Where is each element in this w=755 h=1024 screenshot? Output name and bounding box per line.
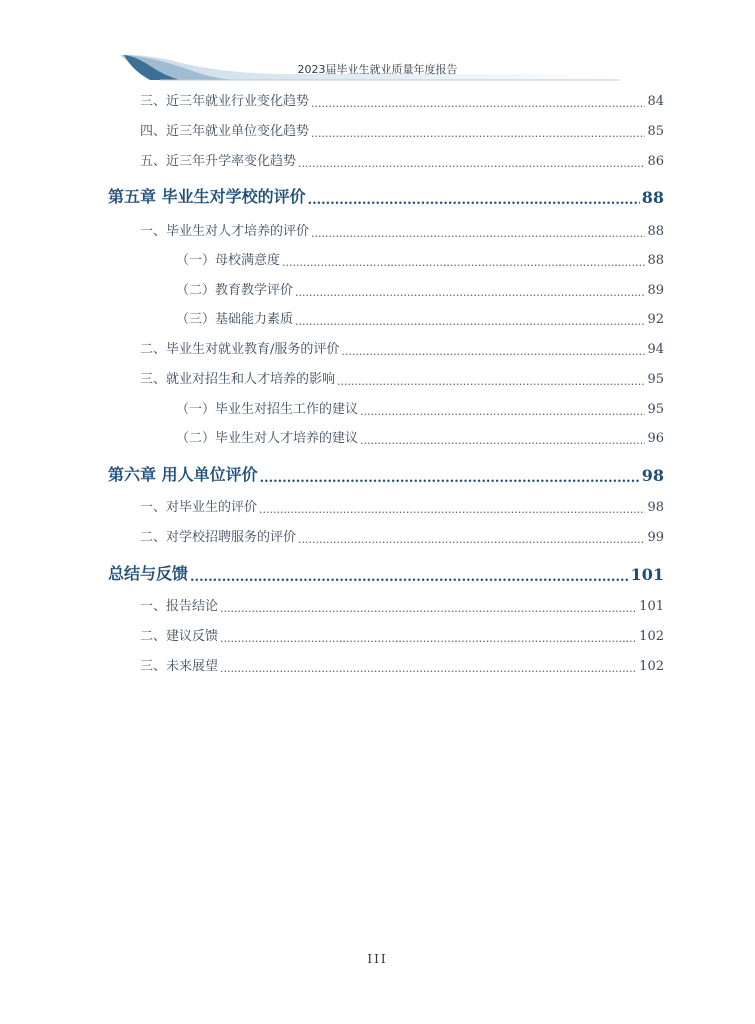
toc-entry-title: （三）基础能力素质 [176,312,294,327]
toc-dot-leader [337,376,645,387]
toc-page-number: 89 [647,283,664,298]
toc-page-number: 102 [639,629,664,644]
toc-entry-title: 二、对学校招聘服务的评价 [140,530,297,545]
toc-entry[interactable] [140,338,664,357]
report-title: 2023届毕业生就业质量年度报告 [297,63,458,76]
toc-page-number: 101 [639,599,664,614]
page-number: III [367,952,388,966]
toc-page-number: 94 [647,342,664,357]
toc-page-number: 98 [647,500,664,515]
toc-dot-leader [341,346,645,357]
toc-entry[interactable] [176,279,664,298]
toc-entry-title: 二、建议反馈 [140,629,219,644]
toc-entry[interactable] [176,308,664,327]
toc-entry[interactable] [140,120,664,139]
toc-page-number: 88 [641,188,664,207]
toc-entry-title: 总结与反馈 [108,564,189,583]
toc-page-number: 92 [647,312,664,327]
toc-entry[interactable] [176,427,664,446]
toc-entry-title: 四、近三年就业单位变化趋势 [140,124,310,139]
toc-entry[interactable] [176,398,664,417]
toc-entry[interactable] [140,496,664,515]
toc-entry[interactable] [140,625,664,644]
toc-entry-title: （一）毕业生对招生工作的建议 [176,402,359,417]
toc-dot-leader [260,472,640,485]
toc-entry-title: （二）教育教学评价 [176,283,294,298]
toc-page-number: 96 [647,431,664,446]
toc-dot-leader [190,571,629,584]
toc-page-number: 101 [630,565,664,584]
toc-entry-title: 一、毕业生对人才培养的评价 [140,224,310,239]
toc-chapter-entry[interactable] [108,462,664,485]
toc-page-number: 102 [639,659,664,674]
toc-chapter-entry[interactable] [108,561,664,584]
toc-dot-leader [282,257,645,268]
toc-dot-leader [220,633,637,644]
toc-entry[interactable] [176,249,664,268]
toc-entry-title: 三、未来展望 [140,659,219,674]
toc-dot-leader [311,228,645,239]
toc-page-number: 84 [647,94,664,109]
toc-dot-leader [298,534,645,545]
toc-dot-leader [311,128,645,139]
toc-dot-leader [220,603,637,614]
toc-entry-title: 三、就业对招生和人才培养的影响 [140,372,336,387]
toc-entry-title: 三、近三年就业行业变化趋势 [140,94,310,109]
toc-entry-title: 第五章 毕业生对学校的评价 [108,187,306,206]
toc-entry-title: （一）母校满意度 [176,253,281,268]
toc-entry-title: 第六章 用人单位评价 [108,465,258,484]
toc-entry-title: 二、毕业生对就业教育/服务的评价 [140,342,340,357]
toc-page-number: 95 [647,402,664,417]
toc-entry-title: （二）毕业生对人才培养的建议 [176,431,359,446]
toc-dot-leader [259,504,645,515]
toc-entry-title: 一、对毕业生的评价 [140,500,258,515]
toc-entry[interactable] [140,526,664,545]
page-header [0,0,755,90]
toc-dot-leader [295,287,645,298]
toc-dot-leader [298,158,645,169]
toc-entry[interactable] [140,150,664,169]
toc-page-number: 95 [647,372,664,387]
toc-dot-leader [308,194,640,207]
toc-dot-leader [295,316,645,327]
toc-entry[interactable] [140,90,664,109]
toc-entry-title: 一、报告结论 [140,599,219,614]
toc-entry[interactable] [140,655,664,674]
toc-page-number: 98 [641,466,664,485]
toc-page-number: 86 [647,154,664,169]
toc-entry[interactable] [140,368,664,387]
toc-page-number: 88 [647,253,664,268]
toc-entry[interactable] [140,595,664,614]
toc-entry-title: 五、近三年升学率变化趋势 [140,154,297,169]
toc-dot-leader [311,98,645,109]
toc-dot-leader [360,435,645,446]
toc-page-number: 85 [647,124,664,139]
toc-page-number: 99 [647,530,664,545]
toc-dot-leader [360,406,645,417]
toc-page-number: 88 [647,224,664,239]
toc-chapter-entry[interactable] [108,184,664,207]
toc-entry[interactable] [140,220,664,239]
toc-dot-leader [220,663,637,674]
